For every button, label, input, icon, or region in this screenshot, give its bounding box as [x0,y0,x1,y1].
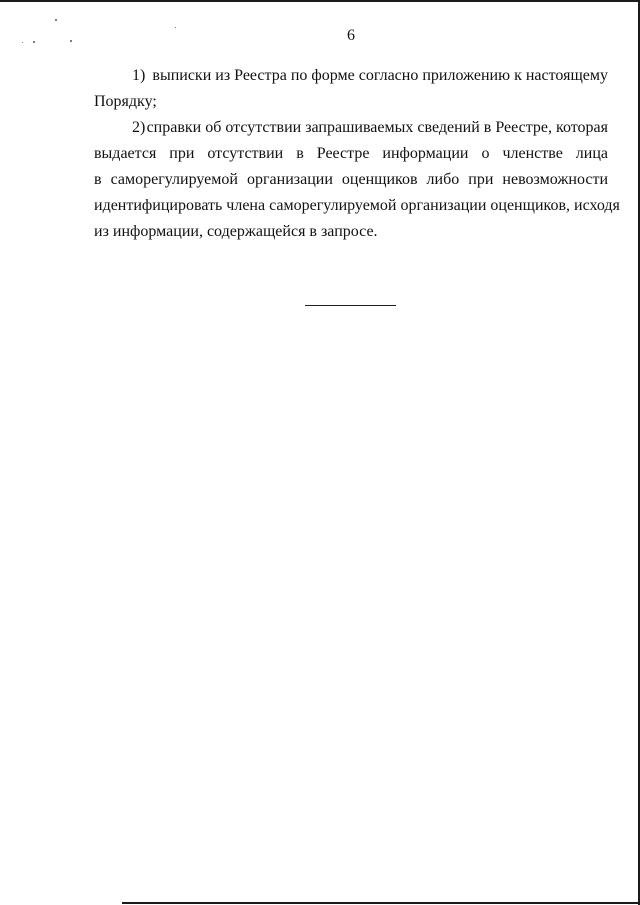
scan-speck [55,19,57,21]
list-item-2 [94,115,620,245]
list-item-last-line: Порядку; [94,93,157,110]
list-item-number: 1) [132,67,146,84]
list-item-first-line [94,115,608,141]
list-item-line: выдается при отсутствии в Реестре информации о членстве лица [94,145,608,162]
list-item-number: 2) [132,119,146,136]
end-separator-line [305,305,396,306]
list-item-line: идентифицировать члена саморегулируемой организации оценщиков, исходя [94,197,620,214]
scan-edge-top [0,0,640,2]
list-item-text: выписки из Реестра по форме согласно приложению к настоящему [152,67,608,84]
list-item-text: справки об отсутствии запрашиваемых сведений в Реестре, которая [146,119,608,136]
page-number: 6 [347,27,355,44]
list-item-1 [94,63,608,115]
list-item-line: в саморегулируемой организации оценщиков либо при невозможности [94,171,608,188]
scan-edge-bottom [122,902,640,904]
list-item-first-line [94,63,608,89]
list-item-last-line: из информации, содержащейся в запросе. [94,223,378,240]
